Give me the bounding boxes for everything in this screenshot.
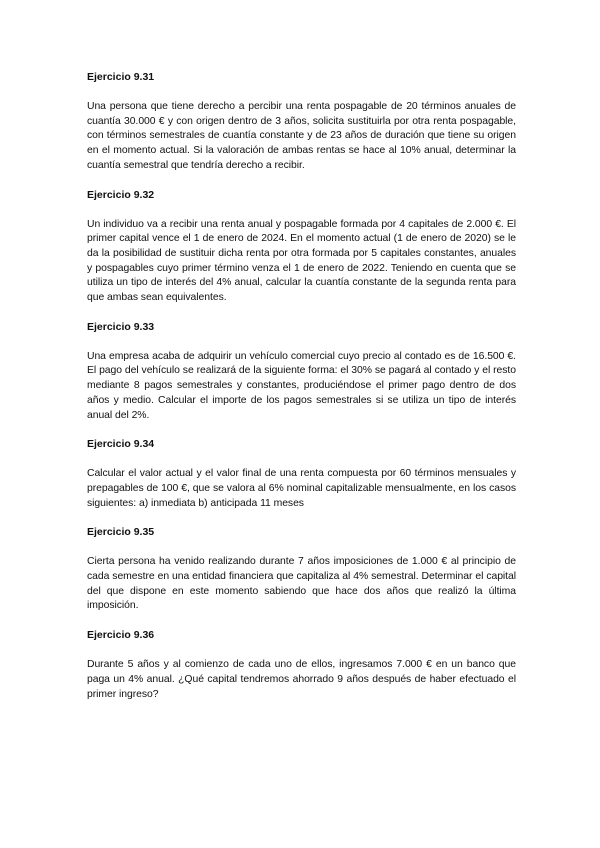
exercise-statement: Una empresa acaba de adquirir un vehículo comercial cuyo precio al contado es de 16.500 €. El pago del vehículo se realizará de la siguiente forma: el 30% se pagará al contado y el resto mediante 8 pagos semestrales y constantes, produciéndose el primer pago dentro de dos años y medio. Calcular el importe de los pagos semestrales si se utiliza un tipo de interés anual del 2%. <box>87 350 516 421</box>
exercise-list <box>87 70 516 716</box>
exercise-title: Ejercicio 9.35 <box>87 526 155 539</box>
exercise-9-36 <box>87 628 516 702</box>
exercise-9-33 <box>87 320 516 424</box>
exercise-title: Ejercicio 9.36 <box>87 629 155 642</box>
exercise-9-34 <box>87 437 516 511</box>
exercise-9-32 <box>87 188 516 306</box>
exercise-statement: Cierta persona ha venido realizando durante 7 años imposiciones de 1.000 € al principio de cada semestre en una entidad financiera que capitaliza al 4% semestral. Determinar el capital del que dispone en este momento sabiendo que hace dos años que realizó la última imposición. <box>87 556 516 612</box>
exercise-title: Ejercicio 9.34 <box>87 438 155 451</box>
exercise-statement: Una persona que tiene derecho a percibir una renta pospagable de 20 términos anuales de cuantía 30.000 € y con origen dentro de 3 años, solicita sustituirla por otra renta pospagable, con términos semestrales de cuantía constante y de 23 años de duración que tiene su origen en el momento actual. Si la valoración de ambas rentas se hace al 10% anual, determinar la cuantía semestral que tendría derecho a recibir. <box>87 101 516 171</box>
exercise-9-35 <box>87 525 516 614</box>
exercise-title: Ejercicio 9.31 <box>87 71 155 83</box>
exercise-title: Ejercicio 9.33 <box>87 320 155 333</box>
exercise-statement: Calcular el valor actual y el valor final de una renta compuesta por 60 términos mensuales y prepagables de 100 €, que se valora al 6% nominal capitalizable mensualmente, en los casos siguientes: a) inmediata b) anticipada 11 meses <box>87 468 516 509</box>
exercise-statement: Un individuo va a recibir una renta anual y pospagable formada por 4 capitales de 2.000 €. El primer capital vence el 1 de enero de 2024. En el momento actual (1 de enero de 2020) se le da la posibilidad de sustituir dicha renta por otra formada por 5 capitales constantes, anuales y pospagables cuyo primer término venza el 1 de enero de 2022. Teniendo en cuenta que se utiliza un tipo de interés del 4% anual, calcular la cuantía constante de la segunda renta para que ambas sean equivalentes. <box>87 218 516 304</box>
exercise-9-31 <box>87 70 516 174</box>
exercise-statement: Durante 5 años y al comienzo de cada uno de ellos, ingresamos 7.000 € en un banco que paga un 4% anual. ¿Qué capital tendremos ahorrado 9 años después de haber efectuado el primer ingreso? <box>87 659 516 700</box>
exercise-title: Ejercicio 9.32 <box>87 188 155 201</box>
